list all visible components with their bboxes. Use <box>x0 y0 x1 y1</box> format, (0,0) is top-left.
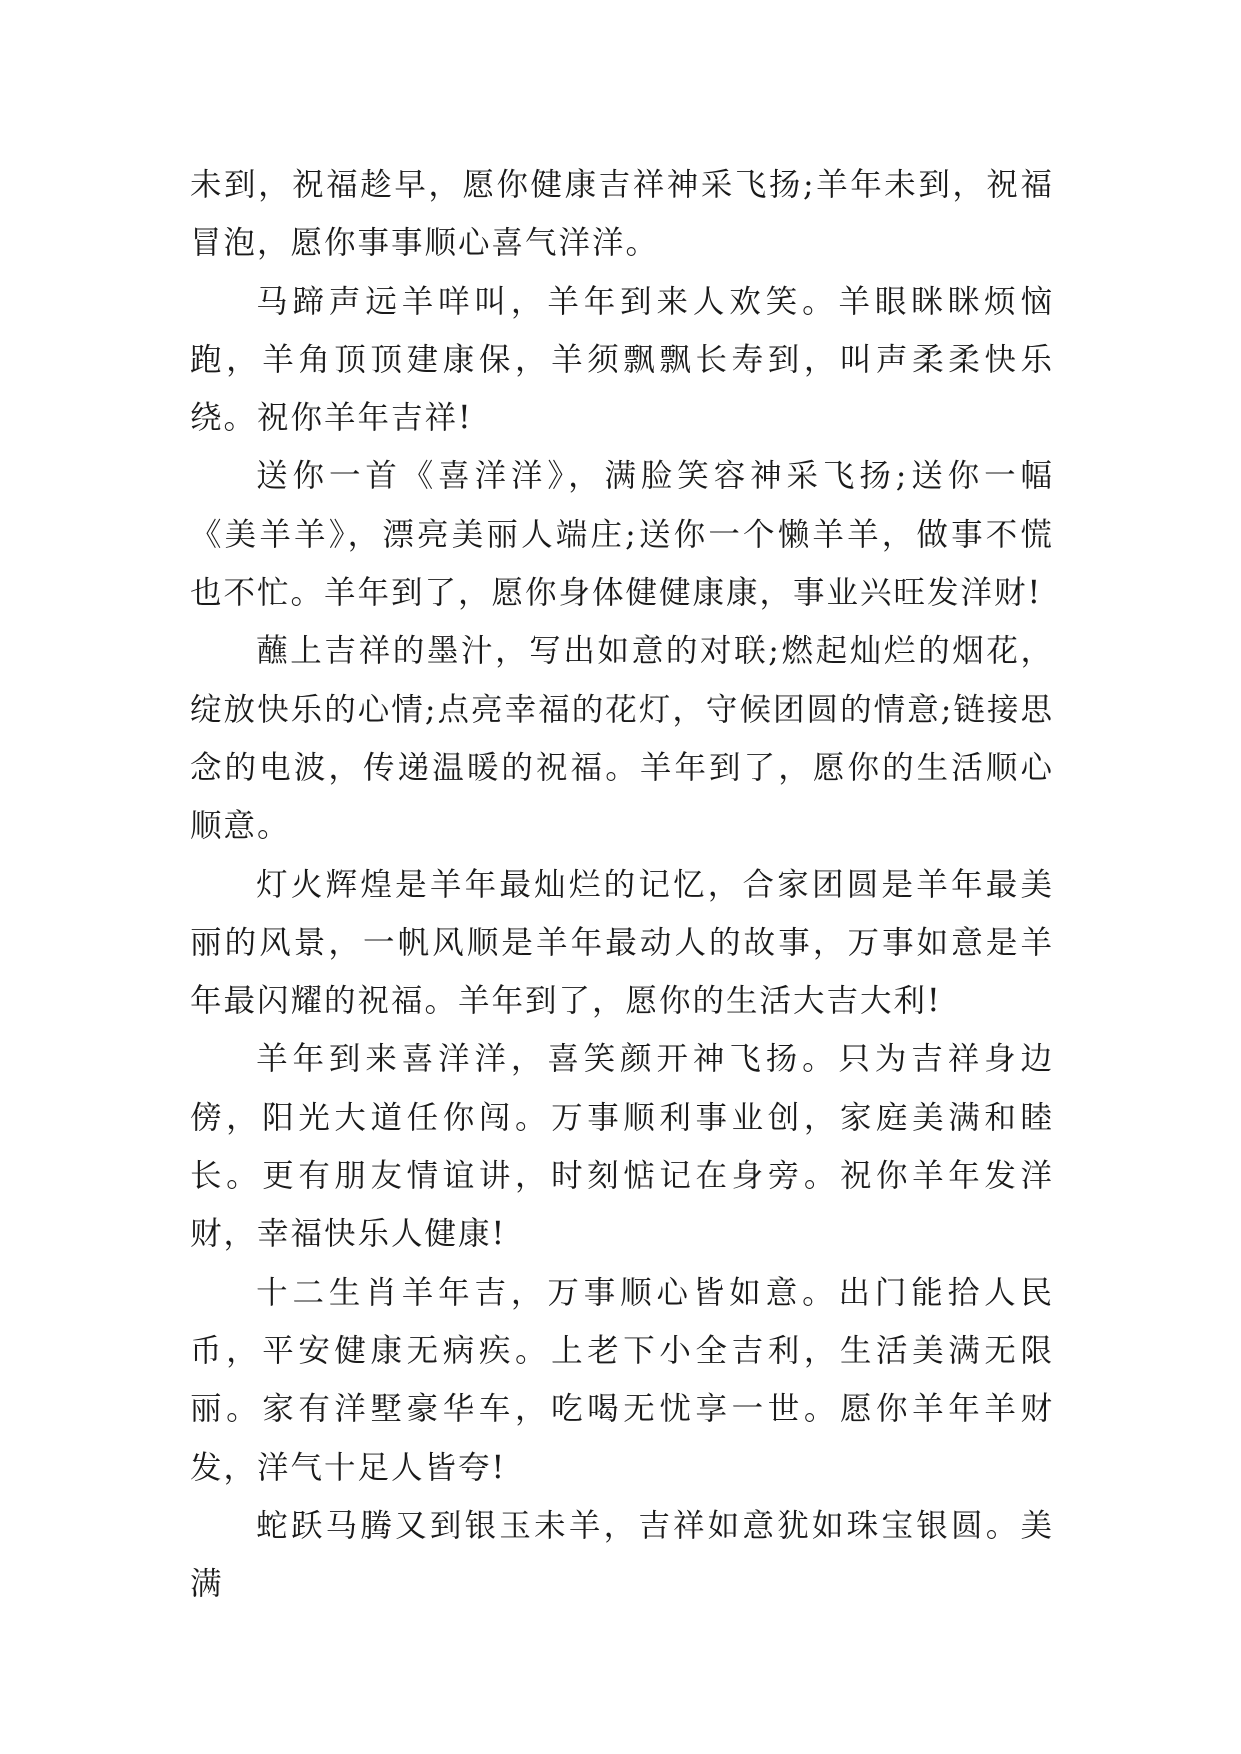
paragraph-6: 羊年到来喜洋洋，喜笑颜开神飞扬。只为吉祥身边傍，阳光大道任你闯。万事顺利事业创，家庭美满和睦长。更有朋友情谊讲，时刻惦记在身旁。祝你羊年发洋财，幸福快乐人健康! <box>190 1041 1054 1253</box>
paragraph-8: 蛇跃马腾又到银玉未羊，吉祥如意犹如珠宝银圆。美满 <box>190 1507 1054 1603</box>
paragraph-1: 未到，祝福趁早，愿你健康吉祥神采飞扬;羊年未到，祝福冒泡，愿你事事顺心喜气洋洋。 <box>190 167 1054 262</box>
paragraph-3: 送你一首《喜洋洋》，满脸笑容神采飞扬;送你一幅《美羊羊》，漂亮美丽人端庄;送你一个懒羊羊，做事不慌也不忙。羊年到了，愿你身体健健康康，事业兴旺发洋财! <box>190 458 1054 612</box>
paragraph-5: 灯火辉煌是羊年最灿烂的记忆，合家团圆是羊年最美丽的风景，一帆风顺是羊年最动人的故事，万事如意是羊年最闪耀的祝福。羊年到了，愿你的生活大吉大利! <box>190 866 1054 1020</box>
paragraph-2: 马蹄声远羊咩叫，羊年到来人欢笑。羊眼眯眯烦恼跑，羊角顶顶建康保，羊须飘飘长寿到，叫声柔柔快乐绕。祝你羊年吉祥! <box>190 283 1054 437</box>
document-body <box>190 156 1054 1613</box>
paragraph-4: 蘸上吉祥的墨汁，写出如意的对联;燃起灿烂的烟花，绽放快乐的心情;点亮幸福的花灯，守候团圆的情意;链接思念的电波，传递温暖的祝福。羊年到了，愿你的生活顺心顺意。 <box>190 633 1054 845</box>
paragraph-7: 十二生肖羊年吉，万事顺心皆如意。出门能拾人民币，平安健康无病疾。上老下小全吉利，生活美满无限丽。家有洋墅豪华车，吃喝无忧享一世。愿你羊年羊财发，洋气十足人皆夸! <box>190 1274 1054 1486</box>
